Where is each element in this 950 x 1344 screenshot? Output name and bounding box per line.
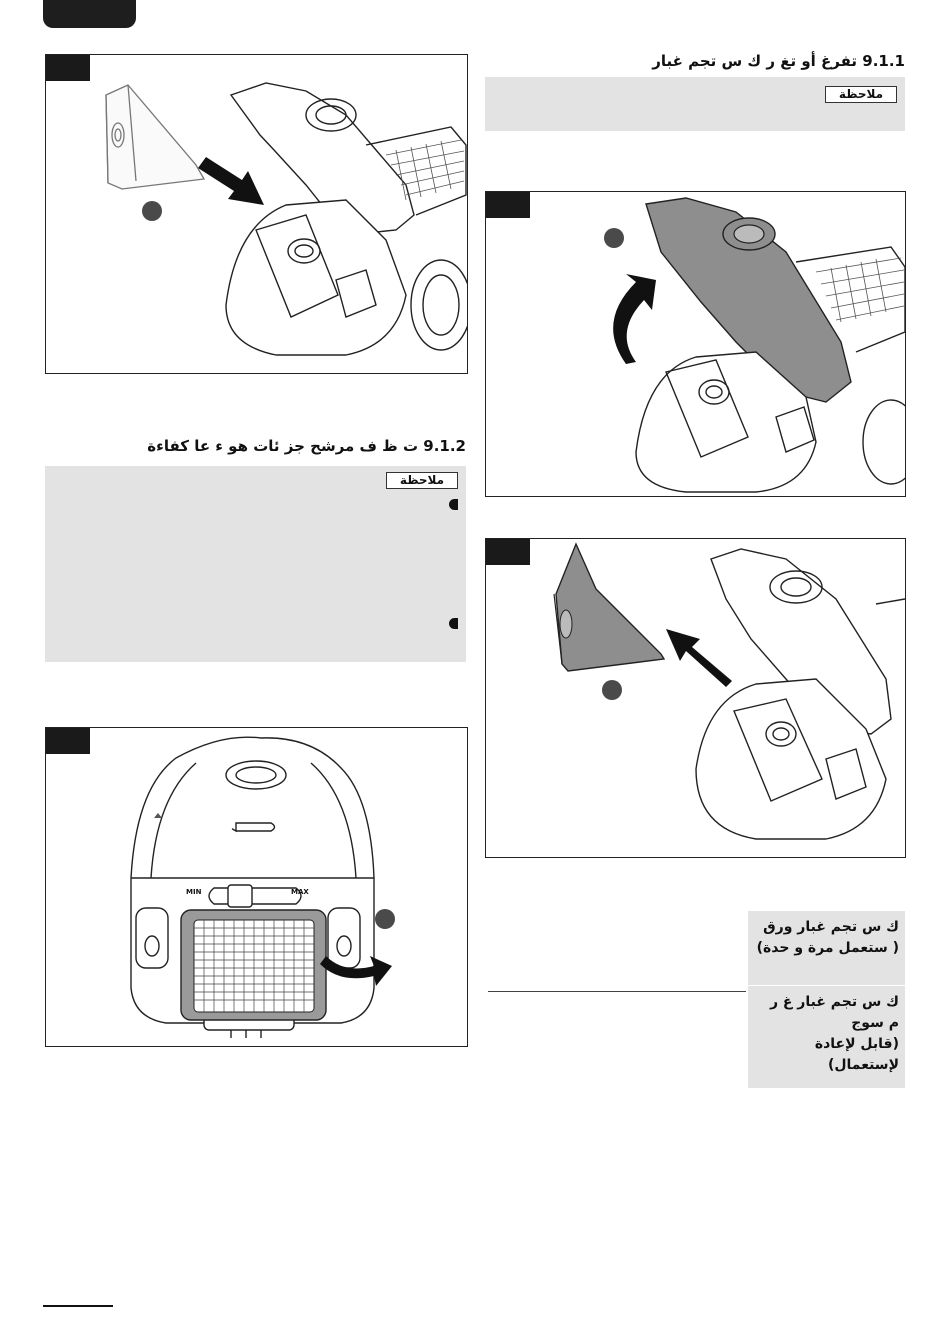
figure-open-lid <box>485 191 906 497</box>
figure-number-tag <box>46 728 90 754</box>
slider-min-label: MIN <box>186 888 202 896</box>
figure-number-tag <box>486 539 530 565</box>
callout-marker <box>604 228 624 248</box>
take-out-bag-illustration <box>486 539 905 857</box>
figure-remove-bag <box>45 54 468 374</box>
note-box <box>45 466 466 662</box>
figure-number-tag <box>486 192 530 218</box>
figure-take-out-bag <box>485 538 906 858</box>
table-divider <box>488 991 746 992</box>
vacuum-bag-illustration <box>46 55 467 373</box>
callout-marker <box>375 909 395 929</box>
section-heading-9-1-1: 9.1.1 تفرغ أو تغ ر ك س تجم غبار <box>652 52 905 70</box>
figure-number-tag <box>46 55 90 81</box>
chapter-tab <box>43 0 136 28</box>
open-lid-illustration <box>486 192 905 496</box>
bullet-icon <box>449 618 458 629</box>
footer-rule <box>43 1305 113 1307</box>
callout-marker <box>602 680 622 700</box>
section-heading-9-1-2: 9.1.2 ت ظ ف مرشح جز ئات هو ء عا كفاءة <box>147 437 466 455</box>
note-box <box>485 77 905 131</box>
bullet-icon <box>449 499 458 510</box>
note-label: ملاحظة <box>386 472 458 489</box>
bag-type-paper: ك س تجم غبار ورق ( ستعمل مرة و حدة) <box>748 911 905 985</box>
note-label: ملاحظة <box>825 86 897 103</box>
vacuum-front-illustration <box>46 728 467 1046</box>
figure-filter-removal <box>45 727 468 1047</box>
slider-max-label: MAX <box>291 888 309 896</box>
bag-type-reusable: ك س تجم غبار غ ر م سوج (قابل لإعادة لإستعمال) <box>748 986 905 1088</box>
callout-marker <box>142 201 162 221</box>
